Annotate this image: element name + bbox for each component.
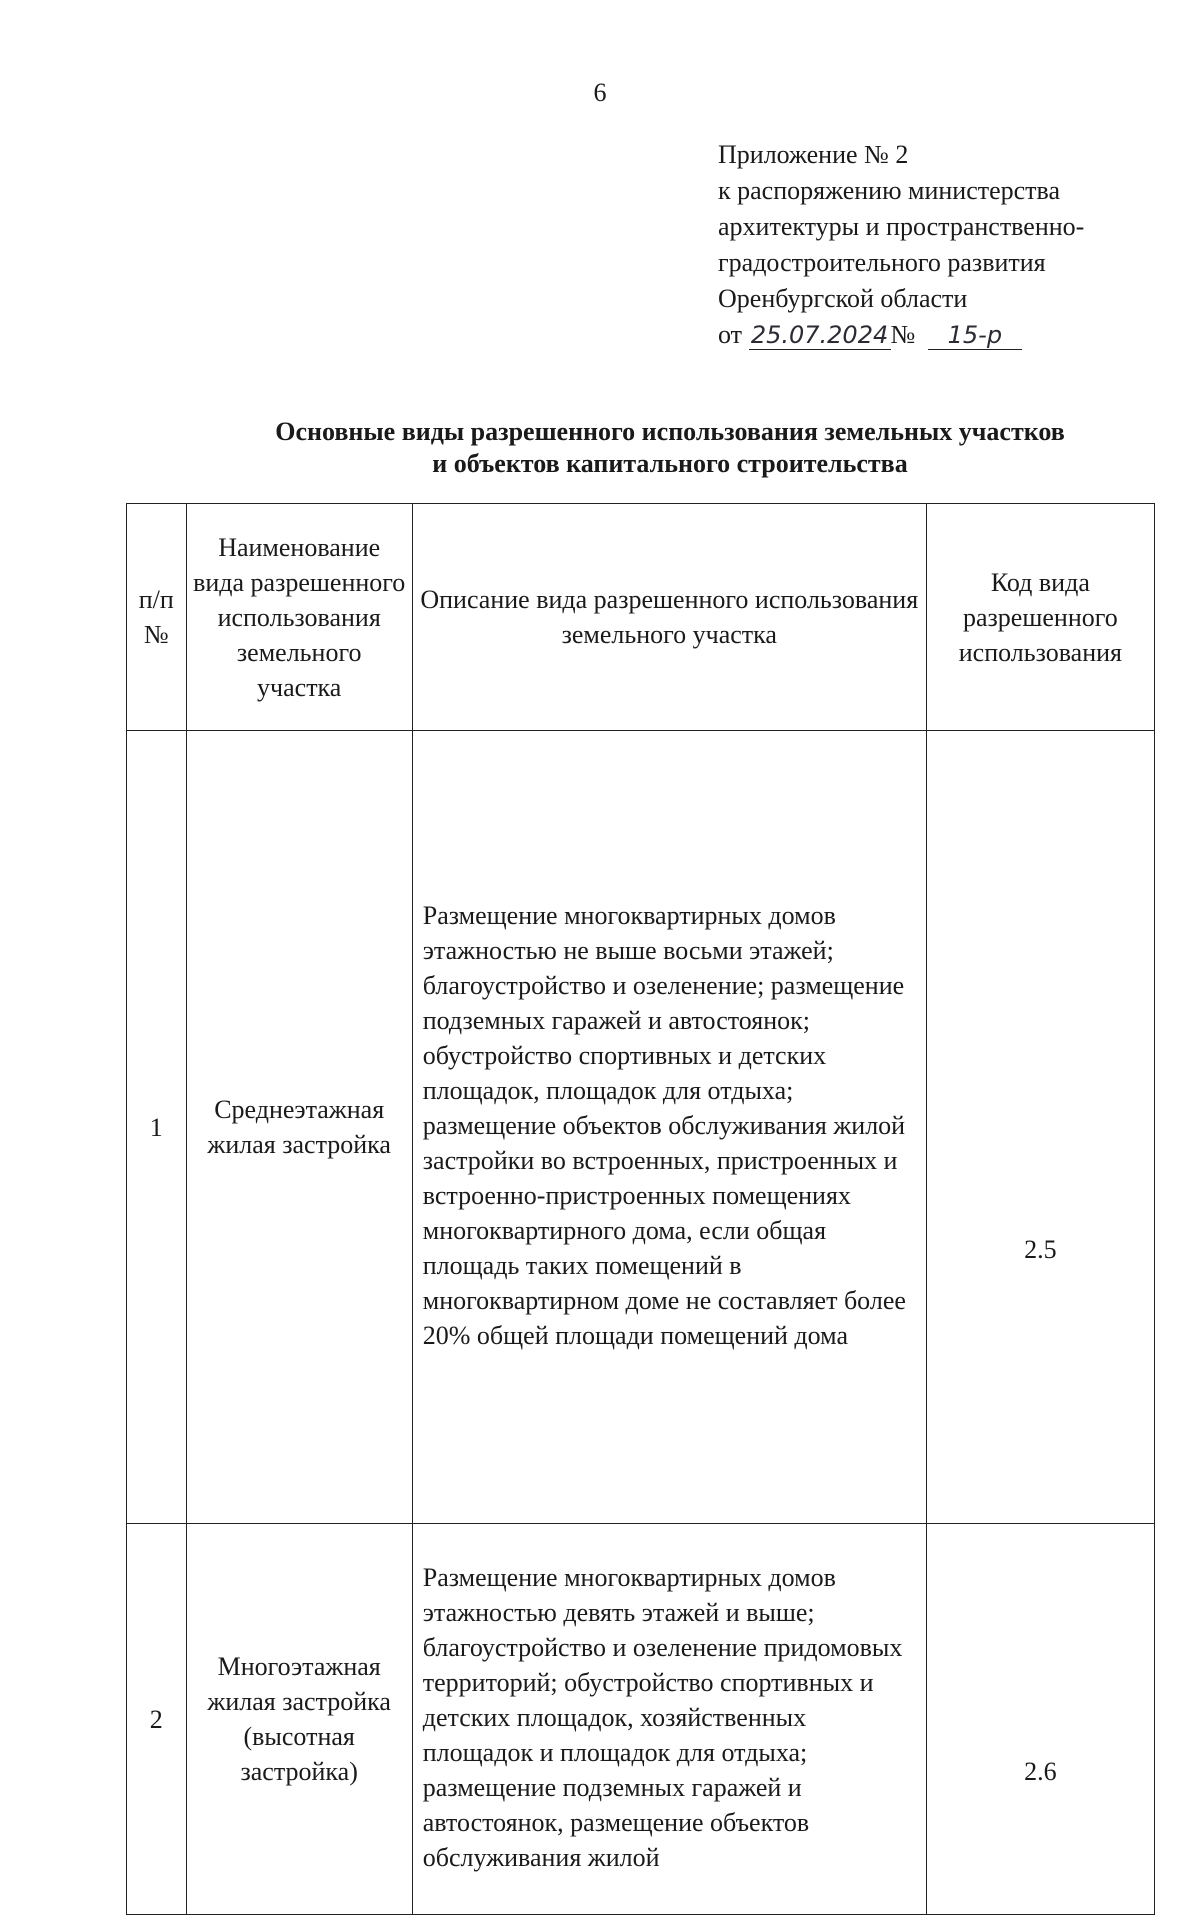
table-row — [127, 731, 1155, 1524]
handwritten-number: 15-р — [928, 321, 1022, 350]
title-line: Основные виды разрешенного использования земельных участков — [275, 417, 1065, 446]
row-name: Среднеэтажная жилая застройка — [186, 731, 412, 1524]
table-header-row — [127, 504, 1155, 731]
appendix-line: Оренбургской области — [718, 284, 968, 313]
appendix-date-line — [718, 317, 1084, 353]
table-row — [127, 1524, 1155, 1915]
page-number: 6 — [593, 78, 607, 107]
appendix-line: архитектуры и пространственно- — [718, 212, 1085, 241]
header-num: п/п № — [127, 504, 187, 731]
header-name: Наименование вида разрешенного использования земельного участка — [186, 504, 412, 731]
appendix-line: к распоряжению министерства — [718, 176, 1061, 205]
header-code: Код вида разрешенного использования — [926, 504, 1154, 731]
header-desc: Описание вида разрешенного использования земельного участка — [412, 504, 926, 731]
appendix-line: Приложение № 2 — [718, 140, 909, 169]
document-title — [140, 416, 1200, 480]
row-name: Многоэтажная жилая застройка (высотная застройка) — [186, 1524, 412, 1915]
row-num: 2 — [127, 1524, 187, 1915]
title-line: и объектов капитального строительства — [432, 449, 908, 478]
appendix-header — [718, 137, 1084, 353]
row-num: 1 — [127, 731, 187, 1524]
row-code: 2.5 — [926, 731, 1154, 1524]
appendix-line: градостроительного развития — [718, 248, 1046, 277]
row-desc: Размещение многоквартирных домов этажностью девять этажей и выше; благоустройство и озеленение придомовых территорий; обустройство спортивных и детских площадок, хозяйственных площадок и площадок для отдыха; размещение подземных гаражей и автостоянок, размещение объектов обслуживания жилой — [412, 1524, 926, 1915]
row-code: 2.6 — [926, 1524, 1154, 1915]
land-use-table — [126, 503, 1155, 1915]
row-desc: Размещение многоквартирных домов этажностью не выше восьми этажей; благоустройство и озеленение; размещение подземных гаражей и автостоянок; обустройство спортивных и детских площадок, площадок для отдыха; размещение объектов обслуживания жилой застройки во встроенных, пристроенных и встроенно-пристроенных помещениях многоквартирного дома, если общая площадь таких помещений в многоквартирном доме не составляет более 20% общей площади помещений дома — [412, 731, 926, 1524]
from-label: от — [718, 320, 743, 349]
number-label: № — [890, 320, 916, 349]
handwritten-date: 25.07.2024 — [749, 321, 891, 350]
